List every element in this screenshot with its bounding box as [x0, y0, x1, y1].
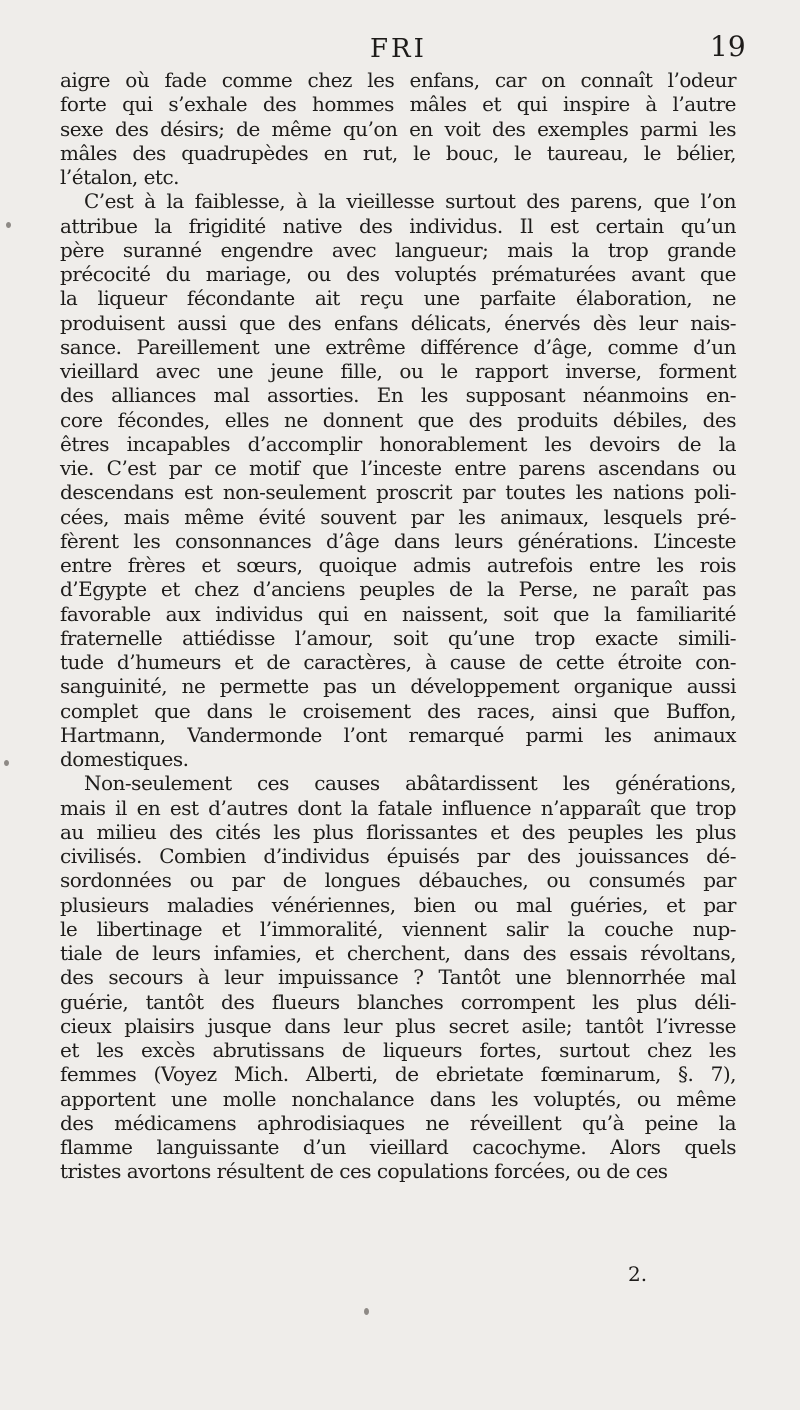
text-line: flamme languissante d’un vieillard cacochyme. Alors quels [60, 1135, 736, 1159]
text-line: l’étalon, etc. [60, 165, 180, 189]
text-line: et les excès abrutissans de liqueurs fortes, surtout chez les [60, 1038, 736, 1062]
text-line: tristes avortons résultent de ces copulations forcées, ou de ces [60, 1159, 668, 1184]
text-line: mâles des quadrupèdes en rut, le bouc, le taureau, le bélier, [60, 140, 736, 165]
text-line: des alliances mal assorties. En les supposant néanmoins en- [60, 383, 736, 408]
text-line: vie. C’est par ce motif que l’inceste entre parens ascendans ou [60, 456, 736, 480]
paper-speck [4, 760, 9, 766]
text-line: plusieurs maladies vénériennes, bien ou mal guéries, et par [60, 892, 736, 917]
text-line: sexe des désirs; de même qu’on en voit des exemples parmi les [60, 116, 736, 141]
text-line: aigre où fade comme chez les enfans, car on connaît l’odeur [60, 68, 736, 92]
text-line: tude d’humeurs et de caractères, à cause de cette étroite con- [60, 650, 736, 674]
paper-speck [6, 222, 11, 228]
body-text [60, 68, 736, 1184]
page-number: 19 [710, 30, 746, 63]
text-line: domestiques. [60, 747, 189, 771]
text-line: sance. Pareillement une extrême différence d’âge, comme d’un [60, 334, 736, 359]
text-line: la liqueur fécondante ait reçu une parfaite élaboration, ne [60, 286, 736, 311]
text-line: guérie, tantôt des flueurs blanches corrompent les plus déli- [60, 989, 736, 1014]
text-line: forte qui s’exhale des hommes mâles et qui inspire à l’autre [60, 92, 736, 117]
text-line: cées, mais même évité souvent par les animaux, lesquels pré- [60, 504, 736, 529]
text-line: tiale de leurs infamies, et cherchent, dans des essais révoltans, [60, 941, 736, 965]
text-line: êtres incapables d’accomplir honorablement les devoirs de la [60, 431, 736, 456]
text-line: sanguinité, ne permette pas un développement organique aussi [60, 674, 736, 699]
text-line: le libertinage et l’immoralité, viennent salir la couche nup- [60, 916, 736, 941]
text-line: Non-seulement ces causes abâtardissent les générations, [84, 771, 736, 796]
text-line: fraternelle attiédisse l’amour, soit qu’une trop exacte simili- [60, 625, 736, 650]
text-line: vieillard avec une jeune fille, ou le rapport inverse, forment [60, 359, 736, 383]
text-line: précocité du mariage, ou des voluptés prématurées avant que [60, 262, 736, 286]
text-line: femmes (Voyez Mich. Alberti, de ebrietate fœminarum, §. 7), [60, 1062, 736, 1087]
text-line: core fécondes, elles ne donnent que des produits débiles, des [60, 407, 736, 432]
text-line: C’est à la faiblesse, à la vieillesse surtout des parens, que l’on [84, 189, 736, 214]
text-line: attribue la frigidité native des individus. Il est certain qu’un [60, 213, 736, 238]
signature-mark: 2. [628, 1262, 648, 1286]
text-line: entre frères et sœurs, quoique admis autrefois entre les rois [60, 553, 736, 577]
paper-speck [364, 1308, 369, 1315]
text-line: cieux plaisirs jusque dans leur plus secret asile; tantôt l’ivresse [60, 1013, 736, 1038]
text-line: complet que dans le croisement des races, ainsi que Buffon, [60, 698, 736, 723]
text-line: favorable aux individus qui en naissent, soit que la familiarité [60, 601, 736, 626]
text-line: des secours à leur impuissance ? Tantôt une blennorrhée mal [60, 965, 736, 990]
text-line: civilisés. Combien d’individus épuisés par des jouissances dé- [60, 844, 736, 868]
text-line: apportent une molle nonchalance dans les voluptés, ou même [60, 1086, 736, 1111]
text-line: père suranné engendre avec langueur; mais la trop grande [60, 237, 736, 262]
text-line: Hartmann, Vandermonde l’ont remarqué parmi les animaux [60, 722, 736, 747]
running-title: FRI [370, 34, 427, 64]
text-line: sordonnées ou par de longues débauches, ou consumés par [60, 868, 736, 893]
text-line: des médicamens aphrodisiaques ne réveillent qu’à peine la [60, 1110, 736, 1135]
text-line: au milieu des cités les plus florissantes et des peuples les plus [60, 819, 736, 844]
text-line: descendans est non-seulement proscrit par toutes les nations poli- [60, 480, 736, 505]
text-line: fèrent les consonnances d’âge dans leurs générations. L’inceste [60, 528, 736, 553]
text-line: d’Egypte et chez d’anciens peuples de la Perse, ne paraît pas [60, 577, 736, 602]
text-line: mais il en est d’autres dont la fatale influence n’apparaît que trop [60, 795, 736, 820]
text-line: produisent aussi que des enfans délicats, énervés dès leur nais- [60, 310, 736, 335]
